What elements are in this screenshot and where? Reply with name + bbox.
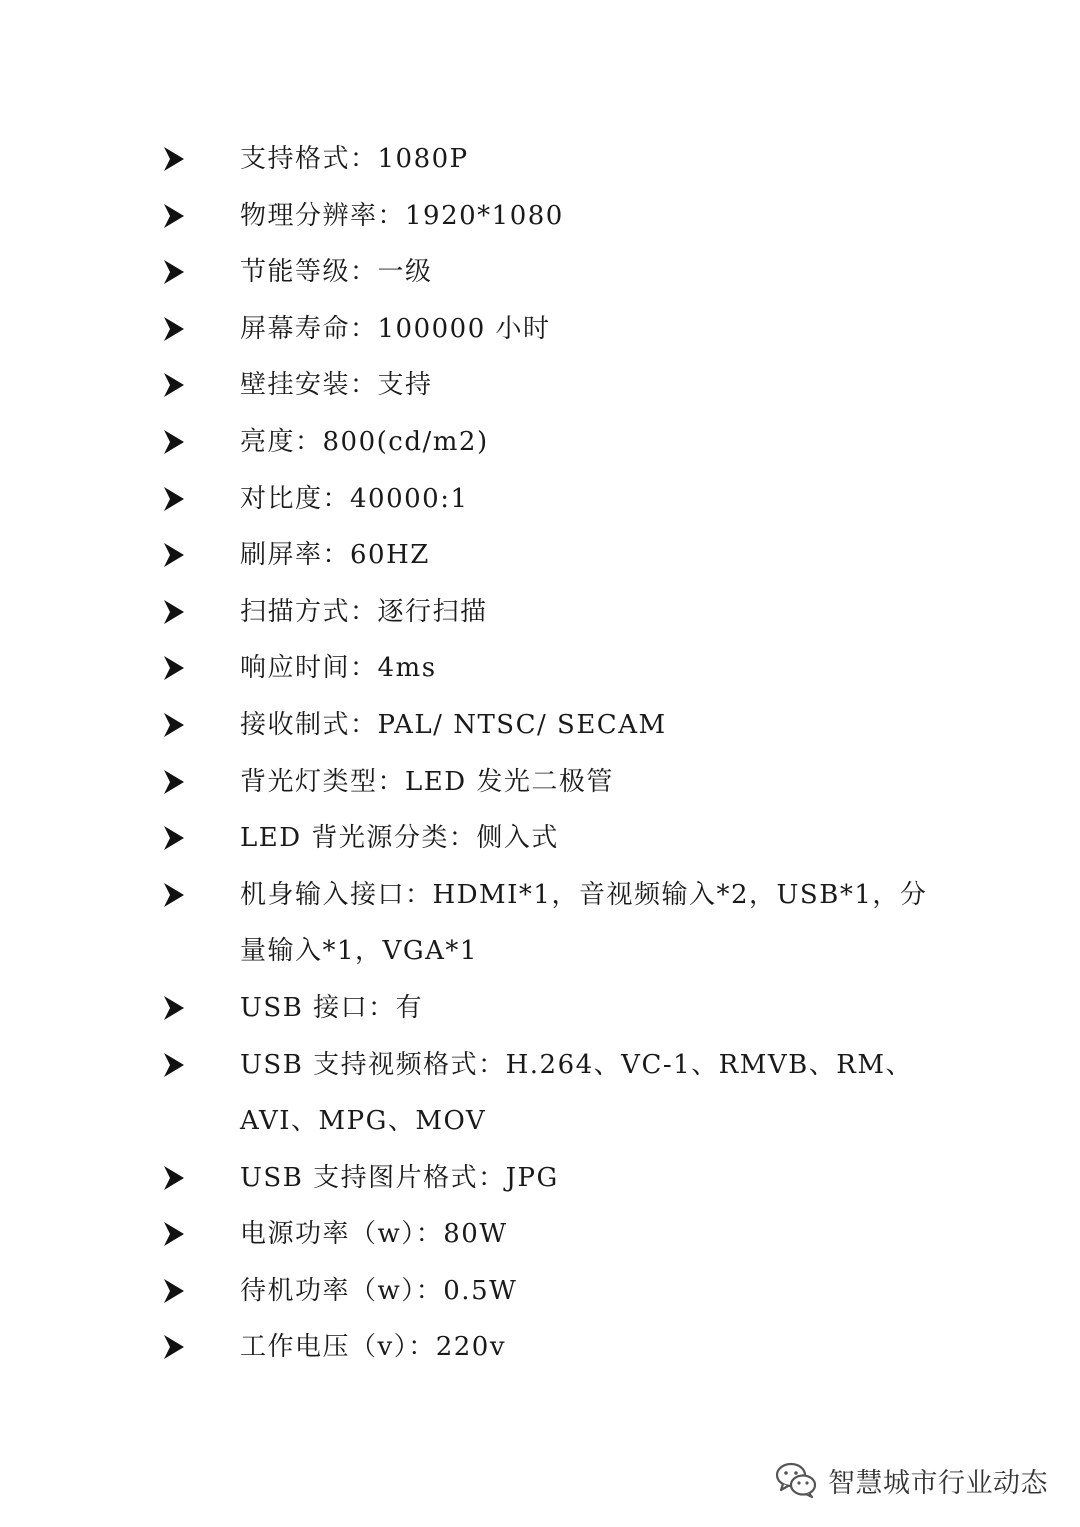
- spec-key: 节能等级：: [240, 257, 378, 288]
- spec-text: [240, 697, 930, 754]
- list-item: [0, 131, 1080, 188]
- spec-value: 1080P: [377, 144, 469, 174]
- list-item: [0, 1150, 1080, 1207]
- list-item: [0, 980, 1080, 1037]
- spec-key: 扫描方式：: [240, 596, 378, 627]
- spec-text: [240, 471, 930, 528]
- spec-value: 1920*1080: [405, 200, 564, 231]
- list-item: [0, 301, 1080, 358]
- spec-text: [240, 357, 930, 414]
- list-item: [0, 697, 1080, 754]
- arrowhead-bullet-icon: [162, 1277, 186, 1305]
- spec-value: 一级: [377, 257, 433, 288]
- spec-key: 工作电压（v）：: [240, 1332, 436, 1363]
- watermark-text: 智慧城市行业动态: [828, 1467, 1048, 1499]
- watermark: [774, 1455, 1048, 1505]
- spec-list: [0, 131, 1080, 1376]
- spec-text: [240, 244, 930, 301]
- spec-key: USB 接口：: [240, 992, 396, 1023]
- spec-key: 待机功率（w）：: [240, 1275, 444, 1306]
- spec-key: USB 支持视频格式：: [240, 1049, 506, 1080]
- arrowhead-bullet-icon: [162, 371, 186, 399]
- spec-key: 壁挂安装：: [240, 370, 378, 401]
- spec-text: [240, 640, 930, 697]
- arrowhead-bullet-icon: [162, 202, 186, 230]
- arrowhead-bullet-icon: [162, 768, 186, 796]
- arrowhead-bullet-icon: [162, 145, 186, 173]
- list-item: [0, 640, 1080, 697]
- arrowhead-bullet-icon: [162, 1220, 186, 1248]
- spec-value: 100000 小时: [377, 313, 551, 344]
- arrowhead-bullet-icon: [162, 485, 186, 513]
- spec-key: 物理分辨率：: [240, 200, 406, 231]
- list-item: [0, 527, 1080, 584]
- spec-key: 支持格式：: [240, 144, 378, 174]
- spec-value: 4ms: [377, 653, 437, 684]
- wechat-logo-icon: [774, 1460, 818, 1500]
- spec-text: [240, 414, 930, 471]
- spec-value: JPG: [505, 1162, 559, 1193]
- spec-text: [240, 584, 930, 641]
- arrowhead-bullet-icon: [162, 994, 186, 1022]
- arrowhead-bullet-icon: [162, 1333, 186, 1361]
- list-item: [0, 810, 1080, 867]
- arrowhead-bullet-icon: [162, 711, 186, 739]
- arrowhead-bullet-icon: [162, 824, 186, 852]
- spec-text: [240, 867, 930, 980]
- spec-key: 响应时间：: [240, 653, 378, 684]
- spec-value: 40000:1: [350, 483, 469, 514]
- spec-text: [240, 980, 930, 1037]
- spec-value: 800(cd/m2): [322, 426, 489, 457]
- spec-text: [240, 754, 930, 811]
- spec-text: [240, 1319, 930, 1376]
- list-item: [0, 414, 1080, 471]
- spec-value: 支持: [377, 370, 433, 401]
- spec-text: [240, 131, 930, 188]
- spec-key: 亮度：: [240, 426, 323, 457]
- list-item: [0, 244, 1080, 301]
- spec-key: 刷屏率：: [240, 540, 351, 571]
- spec-text: [240, 1150, 930, 1207]
- arrowhead-bullet-icon: [162, 654, 186, 682]
- spec-value: HDMI*1，音视频输入*2，USB*1，分量输入*1，VGA*1: [240, 879, 928, 967]
- spec-key: 接收制式：: [240, 709, 378, 740]
- spec-key: 机身输入接口：: [240, 879, 433, 910]
- list-item: [0, 357, 1080, 414]
- spec-value: 80W: [443, 1219, 508, 1250]
- spec-key: 电源功率（w）：: [240, 1219, 444, 1250]
- spec-value: 60HZ: [350, 540, 430, 571]
- spec-value: 0.5W: [443, 1275, 518, 1306]
- arrowhead-bullet-icon: [162, 428, 186, 456]
- list-item: [0, 1263, 1080, 1320]
- list-item: [0, 471, 1080, 528]
- arrowhead-bullet-icon: [162, 1164, 186, 1192]
- spec-key: 对比度：: [240, 483, 351, 514]
- spec-text: [240, 810, 930, 867]
- list-item: [0, 754, 1080, 811]
- spec-text: [240, 301, 930, 358]
- spec-value: PAL/ NTSC/ SECAM: [377, 709, 667, 740]
- list-item: [0, 1037, 1080, 1150]
- spec-key: USB 支持图片格式：: [240, 1162, 506, 1193]
- arrowhead-bullet-icon: [162, 598, 186, 626]
- spec-key: 屏幕寿命：: [240, 313, 378, 344]
- list-item: [0, 188, 1080, 245]
- spec-text: [240, 1206, 930, 1263]
- spec-key: LED 背光源分类：: [240, 823, 477, 854]
- arrowhead-bullet-icon: [162, 1051, 186, 1079]
- arrowhead-bullet-icon: [162, 258, 186, 286]
- spec-value: 逐行扫描: [377, 596, 488, 627]
- spec-value: 220v: [435, 1332, 507, 1363]
- arrowhead-bullet-icon: [162, 881, 186, 909]
- list-item: [0, 1206, 1080, 1263]
- spec-value: 有: [395, 992, 424, 1023]
- spec-text: [240, 1037, 930, 1150]
- list-item: [0, 1319, 1080, 1376]
- spec-text: [240, 527, 930, 584]
- arrowhead-bullet-icon: [162, 541, 186, 569]
- list-item: [0, 584, 1080, 641]
- spec-key: 背光灯类型：: [240, 766, 406, 797]
- spec-text: [240, 188, 930, 245]
- spec-value: LED 发光二极管: [405, 766, 614, 797]
- spec-text: [240, 1263, 930, 1320]
- list-item: [0, 867, 1080, 980]
- arrowhead-bullet-icon: [162, 315, 186, 343]
- spec-value: H.264、VC-1、RMVB、RM、AVI、MPG、MOV: [240, 1049, 913, 1137]
- spec-value: 侧入式: [476, 823, 559, 854]
